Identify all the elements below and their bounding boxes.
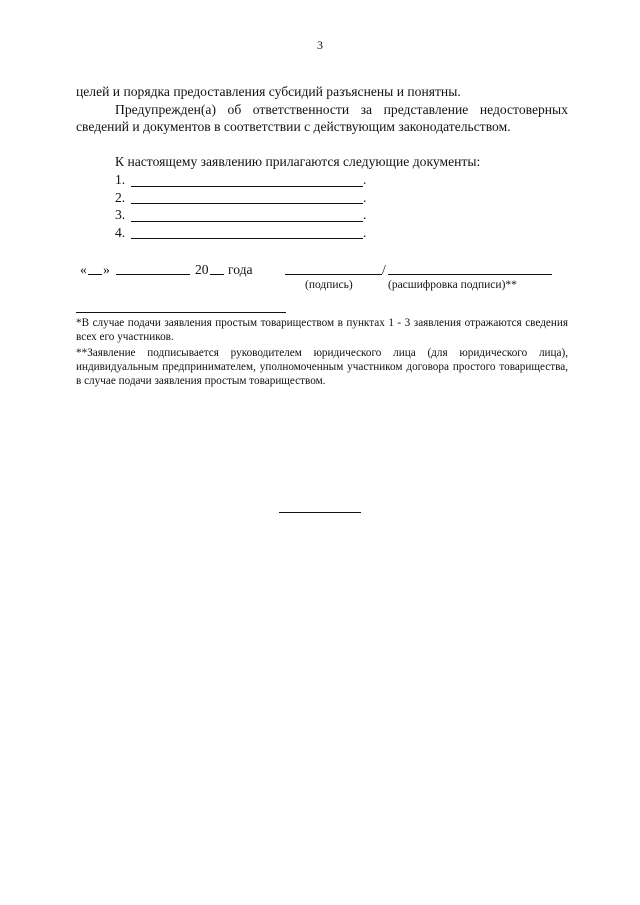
date-year-word: года	[228, 262, 253, 277]
date-quote-open: «	[80, 262, 87, 277]
list-item-blank-line	[131, 226, 363, 239]
footnote-1: *В случае подачи заявления простым товариществом в пунктах 1 - 3 заявления отражаются сведения всех его участников.	[76, 317, 568, 343]
list-item	[115, 189, 369, 207]
end-of-document-rule	[279, 512, 361, 513]
footnote-separator	[76, 312, 286, 313]
date-year-blank	[210, 274, 224, 275]
signature-decoding-blank	[388, 274, 552, 275]
signature-decoding-caption: (расшифровка подписи)**	[388, 279, 517, 291]
list-item-number: 1.	[115, 172, 126, 187]
list-item-blank-line	[131, 174, 363, 187]
paragraph-warning: Предупрежден(а) об ответственности за представление недостоверных сведений и документов в соответствии с действующим законодательством.	[76, 102, 568, 134]
list-item-number: 3.	[115, 207, 126, 222]
list-item	[115, 206, 369, 224]
signature-blank	[285, 274, 382, 275]
list-item-period: .	[363, 189, 367, 205]
date-year-prefix: 20	[195, 262, 209, 277]
paragraph-attachments: К настоящему заявлению прилагаются следующие документы:	[115, 154, 481, 169]
page-number: 3	[317, 38, 323, 52]
list-item	[115, 171, 369, 189]
list-item-number: 2.	[115, 189, 126, 205]
list-item-blank-line	[131, 209, 363, 222]
paragraph-purpose: целей и порядка предоставления субсидий разъяснены и понятны.	[76, 84, 461, 99]
footnotes	[76, 316, 568, 390]
date-quote-close: »	[103, 262, 110, 277]
date-month-blank	[116, 274, 190, 275]
signature-caption: (подпись)	[305, 279, 353, 291]
list-item-period: .	[363, 224, 367, 240]
list-item-blank-line	[131, 191, 363, 204]
footnote-2: **Заявление подписывается руководителем юридического лица (для юридического лица), индивидуальным предпринимателем, уполномоченным участником договора простого товарищества, в случае подачи заявления простым товариществом.	[76, 347, 568, 387]
signature-slash: /	[382, 262, 386, 277]
list-item-period: .	[363, 207, 367, 222]
list-item	[115, 224, 369, 242]
list-item-number: 4.	[115, 224, 126, 240]
list-item-period: .	[363, 172, 367, 187]
attached-documents-list	[115, 171, 369, 241]
date-day-blank	[88, 274, 102, 275]
